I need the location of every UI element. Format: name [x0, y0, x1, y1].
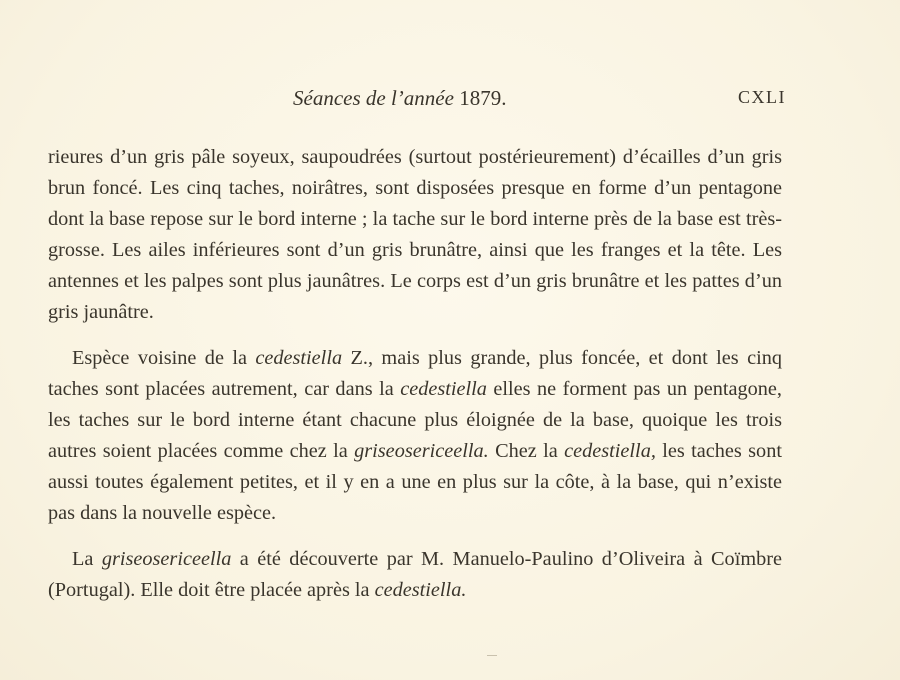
running-title [293, 86, 506, 111]
paragraph-3 [48, 544, 782, 606]
text-run: La [72, 548, 102, 570]
page-number: CXLI [738, 87, 786, 107]
text-run: rieures d’un gris pâle soyeux, saupoudrées (surtout postérieurement) d’écailles d’un gris brun foncé. Les cinq taches, noirâtres, sont disposées presque en forme d’un pentagone dont la base repose sur le bord interne ; la tache sur le bord interne près de la base est très-grosse. Les ailes inférieures sont d’un gris brunâtre, ainsi que les franges et la tête. Les antennes et les palpes sont plus jaunâtres. Le corps est d’un gris brunâtre et les pattes d’un gris jaunâtre. [48, 146, 782, 323]
paragraph-1 [48, 142, 782, 328]
species-name: cedestiella, [564, 440, 656, 462]
species-name: cedestiella [400, 378, 487, 400]
species-name: cedestiella. [374, 579, 467, 601]
text-run: Chez la [488, 440, 565, 462]
paragraph-2 [48, 343, 782, 529]
text-run: les taches sont aussi toutes également petites, et il y en a une en plus sur la côte, à la base, qui n’existe pas dans la nouvelle espèce. [48, 440, 782, 524]
species-name: cedestiella [255, 347, 343, 369]
text-run: elles ne forment pas un pentagone, les taches sur le bord interne étant chacune plus éloignée de la base, quoique les trois autres soient placées comme chez la [48, 378, 782, 462]
body-text [48, 142, 782, 606]
text-run: Espèce voisine de la [72, 347, 256, 369]
page-blemish [487, 655, 497, 656]
running-head [0, 86, 900, 118]
text-run: a été découverte par M. Manuelo-Paulino d’Oliveira à Coïmbre (Portugal). Elle doit être placée après la [48, 548, 782, 601]
species-name: griseosericeella [101, 548, 232, 570]
species-name: griseosericeella. [354, 440, 489, 462]
running-title-italic: Séances de l’année [293, 86, 454, 110]
running-title-year: 1879. [459, 86, 507, 110]
text-run: Z., mais plus grande, plus foncée, et dont les cinq taches sont placées autrement, car dans la [48, 347, 783, 400]
